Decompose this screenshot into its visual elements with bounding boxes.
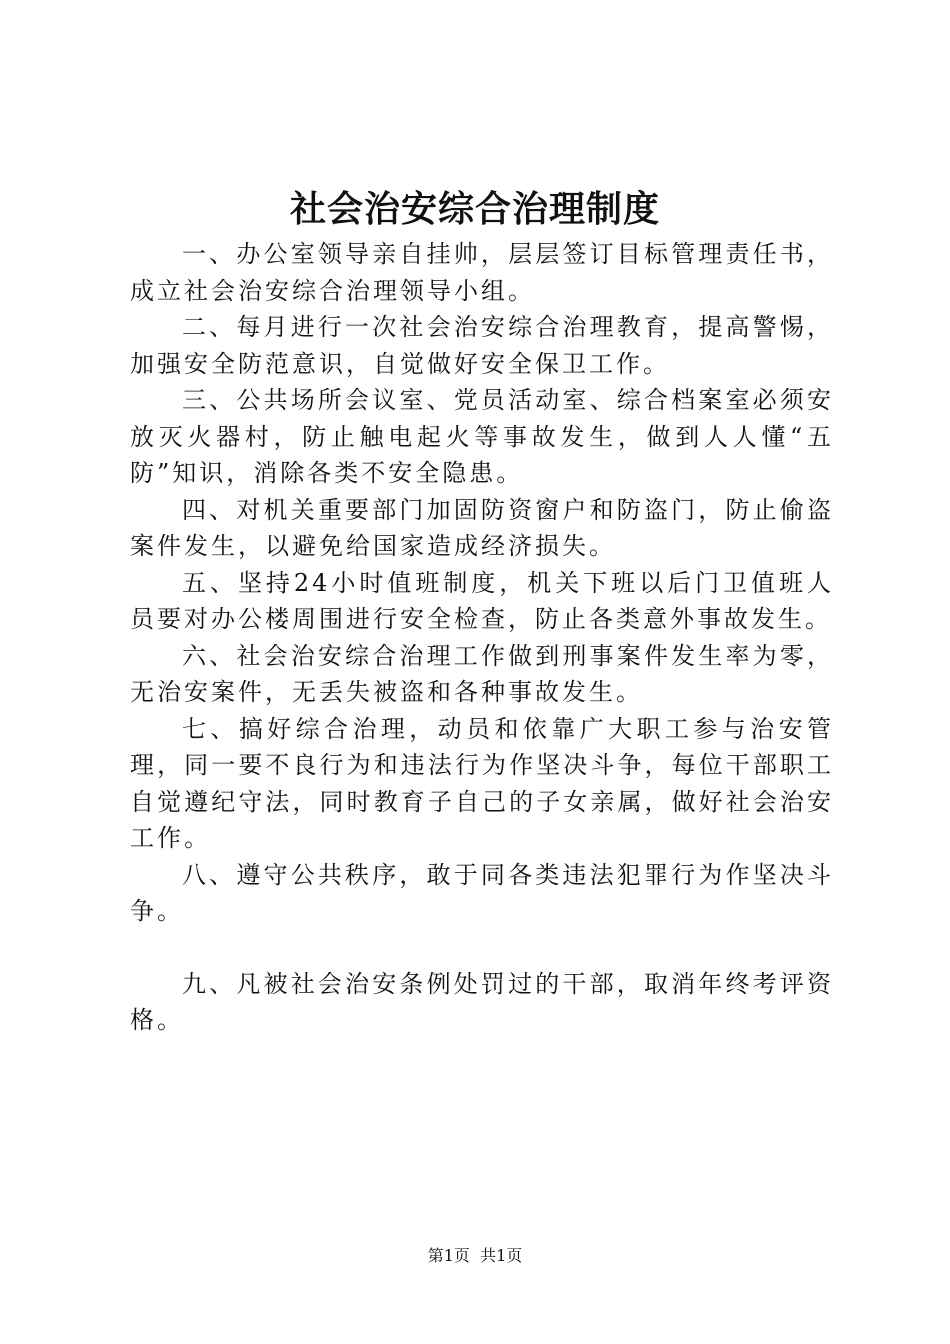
paragraph-1: 一、办公室领导亲自挂帅，层层签订目标管理责任书，成立社会治安综合治理领导小组。 xyxy=(130,240,834,305)
paragraph-2: 二、每月进行一次社会治安综合治理教育，提高警惕，加强安全防范意识，自觉做好安全保卫工作。 xyxy=(130,313,834,378)
paragraph-9: 九、凡被社会治安条例处罚过的干部，取消年终考评资格。 xyxy=(130,969,834,1034)
document-title: 社会治安综合治理制度 xyxy=(289,188,660,230)
paragraph-7: 七、搞好综合治理，动员和依靠广大职工参与治安管理，同一要不良行为和违法行为作坚决斗争，每位干部职工自觉遵纪守法，同时教育子自己的子女亲属，做好社会治安工作。 xyxy=(130,714,834,852)
paragraph-6: 六、社会治安综合治理工作做到刑事案件发生率为零，无治安案件，无丢失被盗和各种事故发生。 xyxy=(130,641,834,706)
paragraph-5: 五、坚持24小时值班制度，机关下班以后门卫值班人员要对办公楼周围进行安全检查，防止各类意外事故发生。 xyxy=(130,568,834,633)
footer-separator xyxy=(470,1246,480,1265)
page-footer xyxy=(0,1244,950,1268)
document-body xyxy=(130,236,834,1039)
paragraph-8: 八、遵守公共秩序，敢于同各类违法犯罪行为作坚决斗争。 xyxy=(130,860,834,925)
page-total: 共1页 xyxy=(480,1246,523,1265)
paragraph-4: 四、对机关重要部门加固防资窗户和防盗门，防止偷盗案件发生，以避免给国家造成经济损失。 xyxy=(130,495,834,560)
page-number: 第1页 xyxy=(427,1246,470,1265)
paragraph-3: 三、公共场所会议室、党员活动室、综合档案室必须安放灭火器村，防止触电起火等事故发生，做到人人懂“五防”知识，消除各类不安全隐患。 xyxy=(130,386,834,487)
